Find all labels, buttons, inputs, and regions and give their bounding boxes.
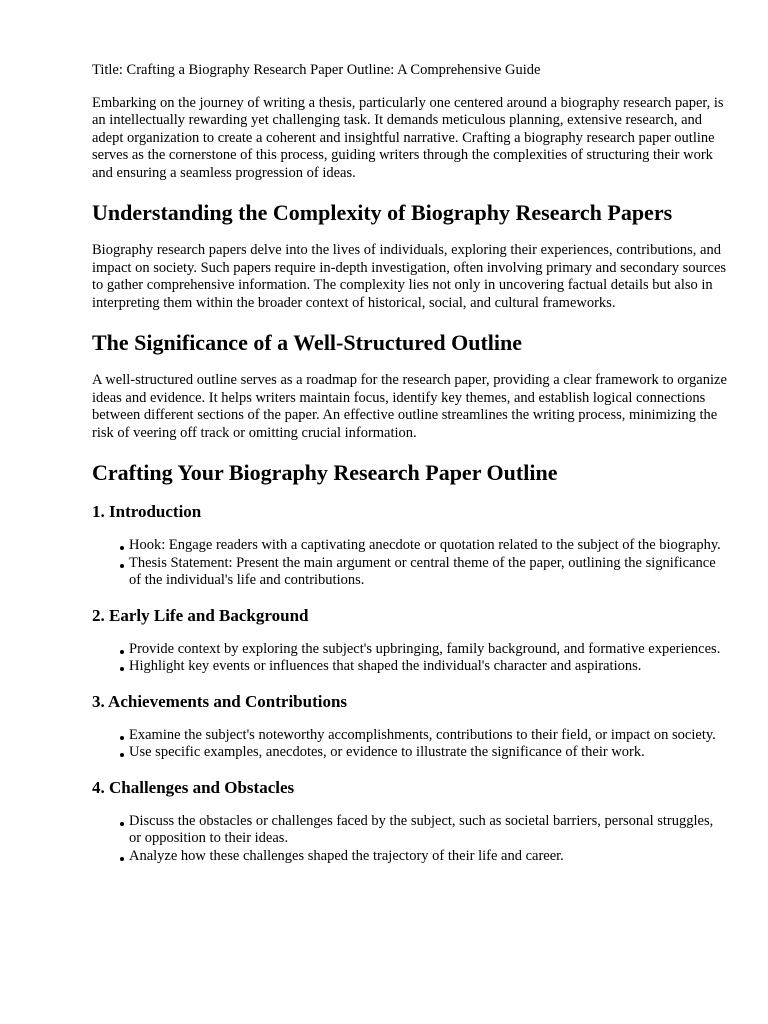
list-item: Examine the subject's noteworthy accomplishments, contributions to their field, or impact on society. [129,727,728,745]
section-heading-significance: The Significance of a Well-Structured Outline [92,330,523,355]
list-item: Thesis Statement: Present the main argument or central theme of the paper, outlining the significance of the individual's life and contributions. [129,555,728,590]
list-item: Discuss the obstacles or challenges faced by the subject, such as societal barriers, personal struggles, or opposition to their ideas. [129,813,728,848]
intro-paragraph: Embarking on the journey of writing a thesis, particularly one centered around a biography research paper, is an intellectually rewarding yet challenging task. It demands meticulous planning, extensive research, and adept organization to create a coherent and insightful narrative. Crafting a biography research paper outline serves as the cornerstone of this process, guiding writers through the complexities of structuring their work and ensuring a seamless progression of ideas. [92,94,724,181]
section-heading-complexity: Understanding the Complexity of Biography Research Papers [92,200,673,225]
section-heading-crafting: Crafting Your Biography Research Paper Outline [92,460,558,485]
list-item: Hook: Engage readers with a captivating anecdote or quotation related to the subject of the biography. [129,537,728,555]
outline-list-challenges [92,813,728,866]
section-paragraph-significance: A well-structured outline serves as a roadmap for the research paper, providing a clear framework to organize ideas and evidence. It helps writers maintain focus, identify key themes, and establish logical connections between different sections of the paper. An effective outline streamlines the writing process, minimizing the risk of veering off track or omitting crucial information. [92,372,727,441]
outline-list-achievements [92,727,728,762]
outline-heading-introduction: 1. Introduction [92,502,202,521]
list-item: Use specific examples, anecdotes, or evidence to illustrate the significance of their work. [129,744,728,762]
outline-list-introduction [92,537,728,590]
section-paragraph-complexity: Biography research papers delve into the lives of individuals, exploring their experiences, contributions, and impact on society. Such papers require in-depth investigation, often involving primary and secondary sources to gather comprehensive information. The complexity lies not only in uncovering factual details but also in interpreting them within the broader context of historical, social, and cultural frameworks. [92,242,727,311]
list-item: Highlight key events or influences that shaped the individual's character and aspirations. [129,658,728,676]
outline-list-early-life [92,641,728,676]
outline-heading-early-life: 2. Early Life and Background [92,605,309,625]
document-title-line: Title: Crafting a Biography Research Paper Outline: A Comprehensive Guide [92,62,541,78]
outline-heading-achievements: 3. Achievements and Contributions [92,691,348,711]
outline-heading-challenges: 4. Challenges and Obstacles [92,777,295,797]
list-item: Analyze how these challenges shaped the trajectory of their life and career. [129,848,728,866]
list-item: Provide context by exploring the subject's upbringing, family background, and formative experiences. [129,641,728,659]
